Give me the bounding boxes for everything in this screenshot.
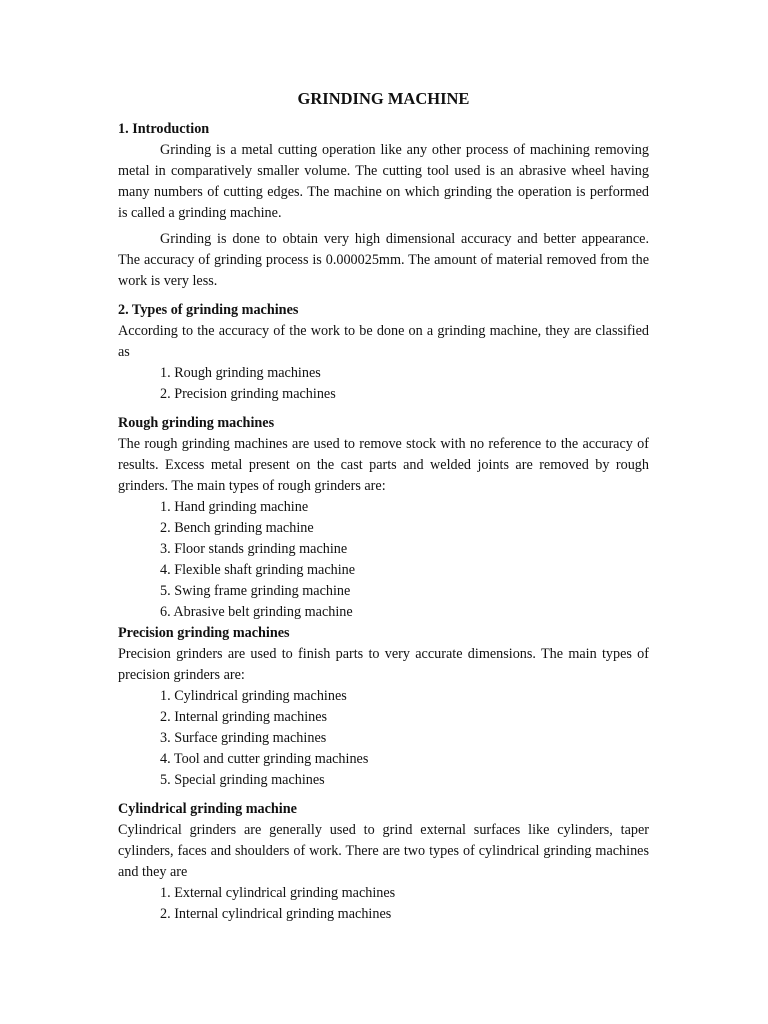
rough-paragraph: The rough grinding machines are used to remove stock with no reference to the accuracy of results. Excess metal present on the cast parts and welded joints are removed by rough grinders. The main types of rough grinders are:	[118, 436, 649, 494]
rough-heading: Rough grinding machines	[118, 415, 275, 431]
list-item: 1. Hand grinding machine	[160, 499, 309, 515]
document-title: GRINDING MACHINE	[297, 89, 470, 108]
list-item: 4. Tool and cutter grinding machines	[160, 751, 369, 767]
list-item: 4. Flexible shaft grinding machine	[160, 562, 356, 578]
list-item: 3. Floor stands grinding machine	[160, 541, 348, 557]
precision-heading: Precision grinding machines	[118, 625, 290, 641]
list-item: 1. Cylindrical grinding machines	[160, 688, 347, 704]
list-item: 2. Precision grinding machines	[160, 386, 336, 402]
list-item: 5. Swing frame grinding machine	[160, 583, 351, 599]
cylindrical-paragraph: Cylindrical grinders are generally used to grind external surfaces like cylinders, taper cylinders, faces and shoulders of work. There are two types of cylindrical grinding machines and they are	[118, 822, 649, 880]
precision-list	[118, 686, 649, 791]
precision-paragraph: Precision grinders are used to finish parts to very accurate dimensions. The main types of precision grinders are:	[118, 646, 649, 683]
list-item: 2. Internal grinding machines	[160, 709, 328, 725]
intro-paragraph-2: Grinding is done to obtain very high dimensional accuracy and better appearance. The accuracy of grinding process is 0.000025mm. The amount of material removed from the work is very less.	[118, 231, 649, 289]
list-item: 2. Internal cylindrical grinding machines	[160, 906, 392, 922]
cylindrical-list	[118, 883, 649, 925]
rough-list	[118, 497, 649, 623]
intro-paragraph-1: Grinding is a metal cutting operation like any other process of machining removing metal in comparatively smaller volume. The cutting tool used is an abrasive wheel having many numbers of cutting edges. The machine on which grinding the operation is performed is called a grinding machine.	[118, 142, 649, 221]
list-item: 2. Bench grinding machine	[160, 520, 314, 536]
list-item: 6. Abrasive belt grinding machine	[160, 604, 353, 620]
types-heading: 2. Types of grinding machines	[118, 302, 299, 318]
intro-heading: 1. Introduction	[118, 121, 210, 137]
types-list	[118, 363, 649, 405]
cylindrical-heading: Cylindrical grinding machine	[118, 801, 297, 817]
list-item: 1. External cylindrical grinding machines	[160, 885, 396, 901]
types-paragraph: According to the accuracy of the work to be done on a grinding machine, they are classified as	[118, 323, 649, 360]
list-item: 3. Surface grinding machines	[160, 730, 327, 746]
list-item: 1. Rough grinding machines	[160, 365, 321, 381]
list-item: 5. Special grinding machines	[160, 772, 325, 788]
